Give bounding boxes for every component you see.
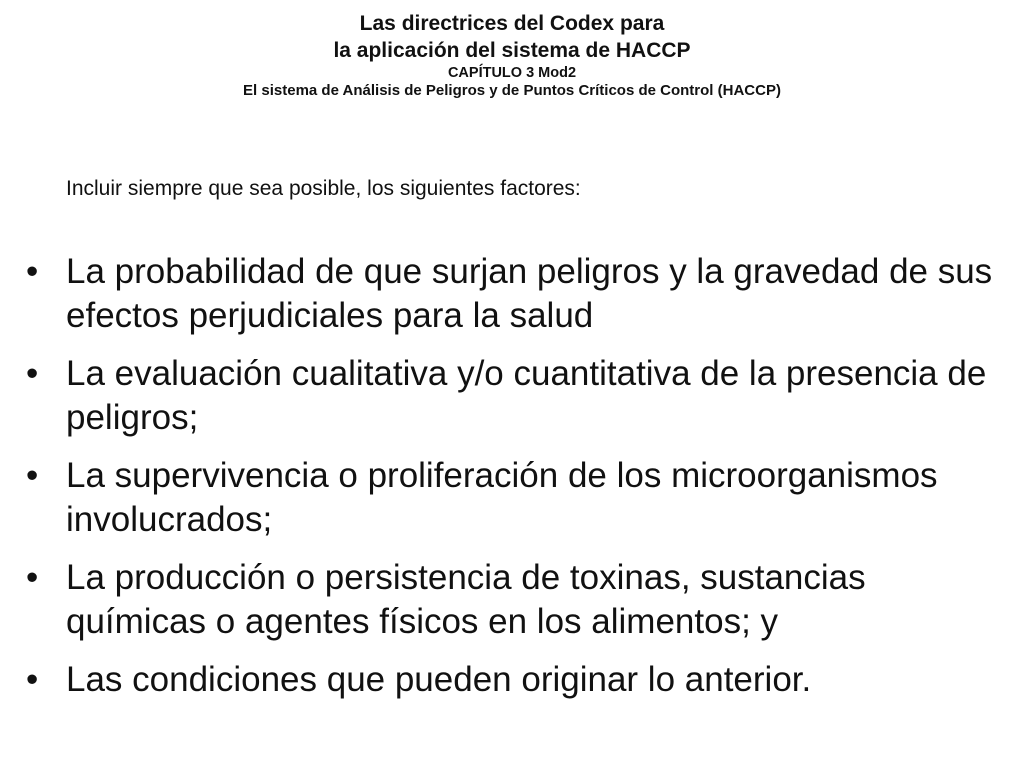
bullet-text: La producción o persistencia de toxinas, sustancias químicas o agentes físicos en los alimentos; y — [66, 558, 866, 641]
bullet-text: La supervivencia o proliferación de los microorganismos involucrados; — [66, 456, 938, 539]
bullet-item — [26, 454, 1011, 542]
bullet-list — [26, 250, 1011, 716]
bullet-text: La probabilidad de que surjan peligros y la gravedad de sus efectos perjudiciales para la salud — [66, 252, 993, 335]
intro-text: Incluir siempre que sea posible, los siguientes factores: — [66, 177, 581, 200]
bullet-icon: • — [26, 558, 39, 597]
bullet-item — [26, 658, 1011, 702]
bullet-icon: • — [26, 354, 39, 393]
bullet-item — [26, 556, 1011, 644]
bullet-item — [26, 352, 1011, 440]
bullet-icon: • — [26, 252, 39, 291]
bullet-item — [26, 250, 1011, 338]
title-line-2: la aplicación del sistema de HACCP — [333, 39, 691, 62]
bullet-text: La evaluación cualitativa y/o cuantitativa de la presencia de peligros; — [66, 354, 987, 437]
slide-title — [0, 10, 1024, 100]
slide-subtitle: El sistema de Análisis de Peligros y de Puntos Críticos de Control (HACCP) — [243, 82, 781, 99]
chapter-label: CAPÍTULO 3 Mod2 — [447, 65, 577, 81]
bullet-icon: • — [26, 660, 39, 699]
bullet-text: Las condiciones que pueden originar lo anterior. — [66, 660, 812, 699]
bullet-icon: • — [26, 456, 39, 495]
title-line-1: Las directrices del Codex para — [359, 12, 665, 35]
